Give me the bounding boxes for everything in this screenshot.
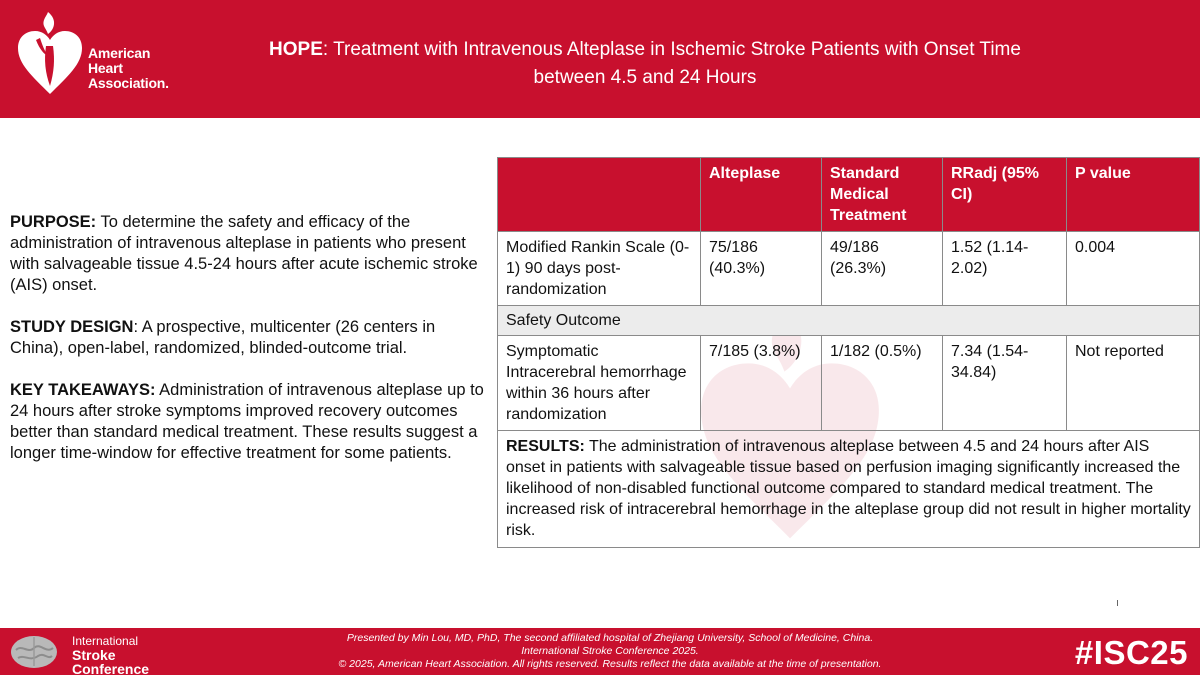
standard-cell: 49/186 (26.3%) (822, 232, 943, 306)
pvalue-cell: Not reported (1067, 336, 1200, 431)
org-line: Association. (88, 75, 169, 91)
standard-cell: 1/182 (0.5%) (822, 336, 943, 431)
conf-line: Conference (72, 661, 150, 677)
page-title (190, 36, 1100, 92)
header-cell-pvalue: P value (1067, 158, 1200, 232)
outcome-cell: Symptomatic Intracerebral hemorrhage within 36 hours after randomization (498, 336, 701, 431)
results-row (498, 431, 1200, 548)
results-table (497, 157, 1200, 548)
divider-tick (1117, 600, 1118, 606)
header-cell-rradj: RRadj (95% CI) (943, 158, 1067, 232)
title-line-1-text: : Treatment with Intravenous Alteplase in Ischemic Stroke Patients with Onset Time (322, 39, 1021, 60)
footer-banner (0, 628, 1200, 675)
table-row (498, 336, 1200, 431)
alteplase-cell: 7/185 (3.8%) (701, 336, 822, 431)
heart-torch-icon (14, 10, 86, 100)
title-line-2: between 4.5 and 24 Hours (533, 67, 757, 88)
org-line: Heart (88, 60, 123, 76)
purpose-text: To determine the safety and efficacy of the administration of intravenous alteplase in patients who present with salvageable tissue 4.5-24 hours after acute ischemic stroke (AIS) onset. (10, 213, 478, 294)
conference-line: International Stroke Conference 2025. (521, 645, 699, 657)
results-cell (498, 431, 1200, 548)
hashtag: #ISC25 (1074, 634, 1188, 671)
brain-icon (8, 632, 60, 672)
pvalue-cell: 0.004 (1067, 232, 1200, 306)
takeaways-text: Administration of intravenous alteplase up to 24 hours after stroke symptoms improved recovery outcomes better than standard medical treatment. These results suggest a longer time-window for effective treatment for some patients. (10, 381, 484, 462)
header-cell-standard: Standard Medical Treatment (822, 158, 943, 232)
table-header-row (498, 158, 1200, 232)
design-paragraph (10, 317, 488, 359)
rradj-cell: 1.52 (1.14-2.02) (943, 232, 1067, 306)
rradj-cell: 7.34 (1.54-34.84) (943, 336, 1067, 431)
takeaways-label: KEY TAKEAWAYS: (10, 381, 156, 399)
presenter-notes (250, 632, 970, 671)
section-label: Safety Outcome (498, 306, 1200, 336)
header-banner (0, 0, 1200, 118)
design-text: : A prospective, multicenter (26 centers in China), open-label, randomized, blinded-outcome trial. (10, 318, 436, 357)
isc-logo (8, 632, 178, 677)
header-cell-empty (498, 158, 701, 232)
summary-column (10, 212, 488, 485)
aha-logo (14, 10, 174, 100)
table-row (498, 232, 1200, 306)
title-line-1 (190, 36, 1100, 64)
purpose-label: PURPOSE: (10, 213, 97, 231)
section-row (498, 306, 1200, 336)
conf-line: International (72, 634, 139, 648)
alteplase-cell: 75/186 (40.3%) (701, 232, 822, 306)
results-label: RESULTS: (506, 438, 585, 455)
results-text: The administration of intravenous alteplase between 4.5 and 24 hours after AIS onset in patients with salvageable tissue based on perfusion imaging significantly increased the likelihood of non-disabled functional outcome compared to standard medical treatment. The increased risk of intracerebral hemorrhage in the alteplase group did not result in higher mortality risk. (506, 438, 1191, 539)
org-line: American (88, 45, 151, 61)
copyright-line: © 2025, American Heart Association. All rights reserved. Results reflect the data available at the time of presentation. (338, 658, 882, 670)
conference-wordmark (72, 634, 149, 676)
takeaways-paragraph (10, 380, 488, 464)
aha-wordmark (88, 46, 169, 91)
title-trial-name: HOPE (269, 39, 323, 60)
outcome-cell: Modified Rankin Scale (0-1) 90 days post-randomization (498, 232, 701, 306)
conf-line: Stroke (72, 647, 116, 663)
design-label: STUDY DESIGN (10, 318, 134, 336)
header-cell-alteplase: Alteplase (701, 158, 822, 232)
purpose-paragraph (10, 212, 488, 296)
presenter-line: Presented by Min Lou, MD, PhD, The second affiliated hospital of Zhejiang University, School of Medicine, China. (346, 632, 874, 644)
